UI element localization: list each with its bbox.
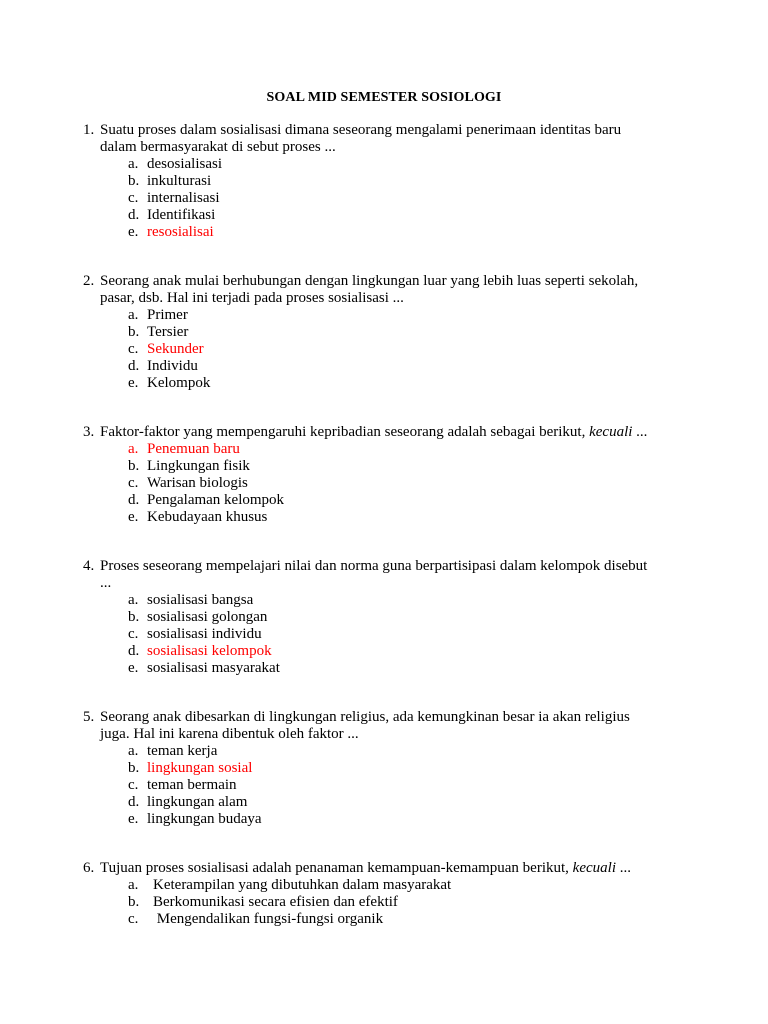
question-text: Proses seseorang mempelajari nilai dan norma guna berpartisipasi dalam kelompok disebut ... xyxy=(100,558,648,591)
option-d: d. Identifikasi xyxy=(128,207,216,223)
question-4 xyxy=(83,558,683,677)
option-e: e. lingkungan budaya xyxy=(128,811,262,827)
option-a: a. sosialisasi bangsa xyxy=(128,592,254,608)
option-list xyxy=(128,592,683,677)
option-list xyxy=(128,877,683,928)
question-6 xyxy=(83,860,683,928)
option-e-answer: e. resosialisai xyxy=(128,224,214,240)
option-b: b. Berkomunikasi secara efisien dan efektif xyxy=(128,894,398,910)
option-list xyxy=(128,156,683,241)
option-list xyxy=(128,441,683,526)
question-text: Tujuan proses sosialisasi adalah penanaman kemampuan-kemampuan berikut, kecuali ... xyxy=(100,860,631,876)
option-c-answer: c. Sekunder xyxy=(128,341,204,357)
question-number: 5. xyxy=(83,709,95,725)
option-a-answer: a. Penemuan baru xyxy=(128,441,240,457)
option-b: b. Lingkungan fisik xyxy=(128,458,250,474)
option-c: c. sosialisasi individu xyxy=(128,626,262,642)
question-3 xyxy=(83,424,683,526)
question-number: 4. xyxy=(83,558,95,574)
option-b: b. sosialisasi golongan xyxy=(128,609,268,625)
option-c: c. Warisan biologis xyxy=(128,475,248,491)
option-c: c. Mengendalikan fungsi-fungsi organik xyxy=(128,911,384,927)
option-list xyxy=(128,743,683,828)
question-number: 3. xyxy=(83,424,95,440)
option-a: a. Primer xyxy=(128,307,188,323)
question-1 xyxy=(83,122,683,241)
question-2 xyxy=(83,273,683,392)
option-b-answer: b. lingkungan sosial xyxy=(128,760,253,776)
option-d: d. lingkungan alam xyxy=(128,794,248,810)
option-list xyxy=(128,307,683,392)
option-b: b. inkulturasi xyxy=(128,173,212,189)
option-d-answer: d. sosialisasi kelompok xyxy=(128,643,272,659)
option-c: c. teman bermain xyxy=(128,777,237,793)
option-b: b. Tersier xyxy=(128,324,189,340)
option-e: e. sosialisasi masyarakat xyxy=(128,660,280,676)
option-e: e. Kebudayaan khusus xyxy=(128,509,268,525)
question-text: Seorang anak dibesarkan di lingkungan religius, ada kemungkinan besar ia akan religius juga. Hal ini karena dibentuk oleh faktor ... xyxy=(100,709,630,742)
option-a: a. teman kerja xyxy=(128,743,218,759)
option-c: c. internalisasi xyxy=(128,190,220,206)
question-number: 6. xyxy=(83,860,95,876)
question-text: Suatu proses dalam sosialisasi dimana seseorang mengalami penerimaan identitas baru dalam bermasyarakat di sebut proses ... xyxy=(100,122,622,155)
question-number: 1. xyxy=(83,122,95,138)
question-number: 2. xyxy=(83,273,95,289)
option-d: d. Pengalaman kelompok xyxy=(128,492,285,508)
option-a: a. desosialisasi xyxy=(128,156,222,172)
option-e: e. Kelompok xyxy=(128,375,211,391)
question-text: Faktor-faktor yang mempengaruhi kepribadian seseorang adalah sebagai berikut, kecuali ... xyxy=(100,424,648,440)
question-text: Seorang anak mulai berhubungan dengan lingkungan luar yang lebih luas seperti sekolah, pasar, dsb. Hal ini terjadi pada proses sosialisasi ... xyxy=(100,273,639,306)
option-d: d. Individu xyxy=(128,358,198,374)
option-a: a. Keterampilan yang dibutuhkan dalam masyarakat xyxy=(128,877,452,893)
question-5 xyxy=(83,709,683,828)
page-title: SOAL MID SEMESTER SOSIOLOGI xyxy=(266,90,502,105)
